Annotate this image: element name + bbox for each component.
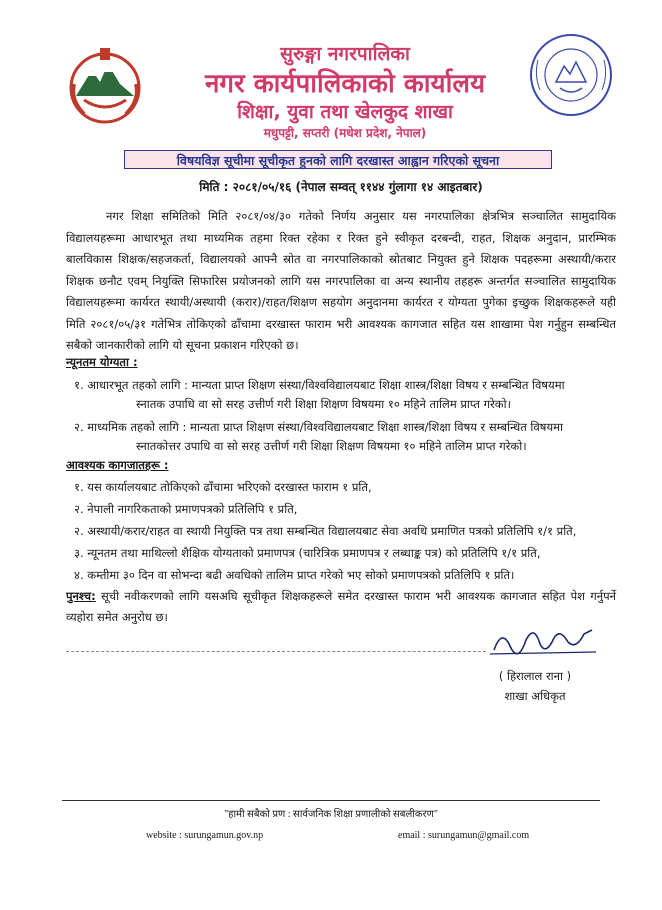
document-item: ३. न्यूनतम तथा माथिल्लो शैक्षिक योग्यताको प्रमाणपत्र (चारित्रिक प्रमाणपत्र र लब्धाङ्क पत्र) को प्रतिलिपि १/१ प्रति, (74, 546, 541, 560)
qualification-1-line1: १. आधारभूत तहको लागि : मान्यता प्राप्त शिक्षण संस्था/विश्वविद्यालयबाट शिक्षा शास्त्र/शिक्षा विषय र सम्बन्धित विषयमा (74, 378, 565, 392)
intro-paragraph: नगर शिक्षा समितिको मिति २०८१/०४/३० गतेको निर्णय अनुसार यस नगरपालिका क्षेत्रभित्र सञ्चालित सामुदायिक विद्यालयहरूमा आधारभूत तथा माध्यमिक तहमा रिक्त रहेका र रिक्त हुने स्वीकृत दरबन्दी, राहत, शिक्षक अनुदान, प्रारम्भिक बालविकास शिक्षक/सहजकर्ता, विद्यालयको आफ्नै स्रोत वा नगरपालिकाको स्रोतबाट नियुक्त हुने शिक्षक पदहरूमा अस्थायी/करार शिक्षक छनौट एवम् नियुक्ति सिफारिस प्रयोजनको लागि यस नगरपालिका वा अन्य स्थानीय तहहरू अन्तर्गत सञ्चालित सामुदायिक विद्यालयहरूमा कार्यरत स्थायी/अस्थायी (करार)/राहत/शिक्षण सहयोग अनुदानमा कार्यरत र योग्यता पुगेका इच्छुक शिक्षकहरूले यही मिति २०८१/०५/३१ गतेभित्र तोकिएको ढाँचामा दरखास्त फाराम भरी आवश्यक कागजात सहित यस शाखामा पेश गर्नुहुन सम्बन्धित सबैको जानकारीको लागि यो सूचना प्रकाशन गरिएको छ। (66, 209, 616, 352)
document-item: २. नेपाली नागरिकताको प्रमाणपत्रको प्रतिलिपि १ प्रति, (74, 502, 298, 516)
footer-email: email : surungamun@gmail.com (398, 830, 530, 841)
signer-title: शाखा अधिकृत (504, 689, 566, 703)
document-item: १. यस कार्यालयबाट तोकिएको ढाँचामा भरिएको दरखास्त फाराम १ प्रति, (74, 480, 372, 494)
notice-date: मिति : २०८१/०५/१६ (नेपाल सम्वत् ११४४ गुंलागा १४ आइतबार) (199, 180, 483, 194)
branch-name: शिक्षा, युवा तथा खेलकुद शाखा (237, 101, 453, 123)
signer-name: ( हिरालाल राना ) (498, 669, 572, 683)
qualification-2-line2: स्नातकोत्तर उपाधि वा सो सरह उत्तीर्ण गरी शिक्षा शिक्षण विषयमा १० महिने तालिम प्राप्त गरेको। (136, 439, 527, 453)
footer-slogan: "हामी सबैको प्रण : सार्वजनिक शिक्षा प्रणालीको सबलीकरण" (224, 809, 438, 820)
documents-heading: आवश्यक कागजातहरू : (66, 458, 169, 472)
document-item: २. अस्थायी/करार/राहत वा स्थायी नियुक्ति पत्र तथा सम्बन्धित विद्यालयबाट सेवा अवधि प्रमाणित पत्रको प्रतिलिपि १/१ प्रति, (74, 524, 577, 538)
nepal-emblem-icon (64, 44, 146, 126)
footer-divider (62, 800, 600, 801)
municipality-name: सुरुङ्गा नगरपालिका (280, 43, 410, 65)
min-qualification-heading: न्यूनतम योग्यता : (66, 355, 138, 369)
notice-title: विषयविज्ञ सूचीमा सूचीकृत हुनको लागि दरखास्त आह्वान गरिएको सूचना (124, 150, 552, 169)
qualification-1-line2: स्नातक उपाधि वा सो सरह उत्तीर्ण गरी शिक्षा शिक्षण विषयमा १० महिने तालिम प्राप्त गरेको। (136, 397, 511, 411)
qualification-2-line1: २. माध्यमिक तहको लागि : मान्यता प्राप्त शिक्षण संस्था/विश्वविद्यालयबाट शिक्षा शास्त्र/शिक्षा विषय र सम्बन्धित विषयमा (74, 420, 563, 434)
postscript-text: सूची नवीकरणको लागि यसअघि सूचीकृत शिक्षकहरूले समेत दरखास्त फाराम भरी आवश्यक कागजात सहित पेश गर्नुपर्ने व्यहोरा समेत अनुरोध छ। (66, 589, 616, 624)
office-name: नगर कार्यपालिकाको कार्यालय (204, 69, 486, 99)
qualification-item (74, 376, 619, 414)
signature-icon (488, 620, 598, 662)
document-item: ४. कम्तीमा ३० दिन वा सोभन्दा बढी अवधिको तालिम प्राप्त गरेको भए सोको प्रमाणपत्रको प्रतिलिपि १ प्रति। (74, 568, 515, 582)
office-address: मधुपट्टी, सप्तरी (मधेश प्रदेश, नेपाल) (263, 126, 427, 140)
qualification-item (74, 418, 619, 456)
divider (66, 651, 486, 652)
footer-website: website : surungamun.gov.np (146, 830, 264, 841)
signer-block (470, 666, 600, 706)
office-seal-icon (526, 30, 616, 120)
postscript-label: पुनश्च: (66, 589, 96, 603)
